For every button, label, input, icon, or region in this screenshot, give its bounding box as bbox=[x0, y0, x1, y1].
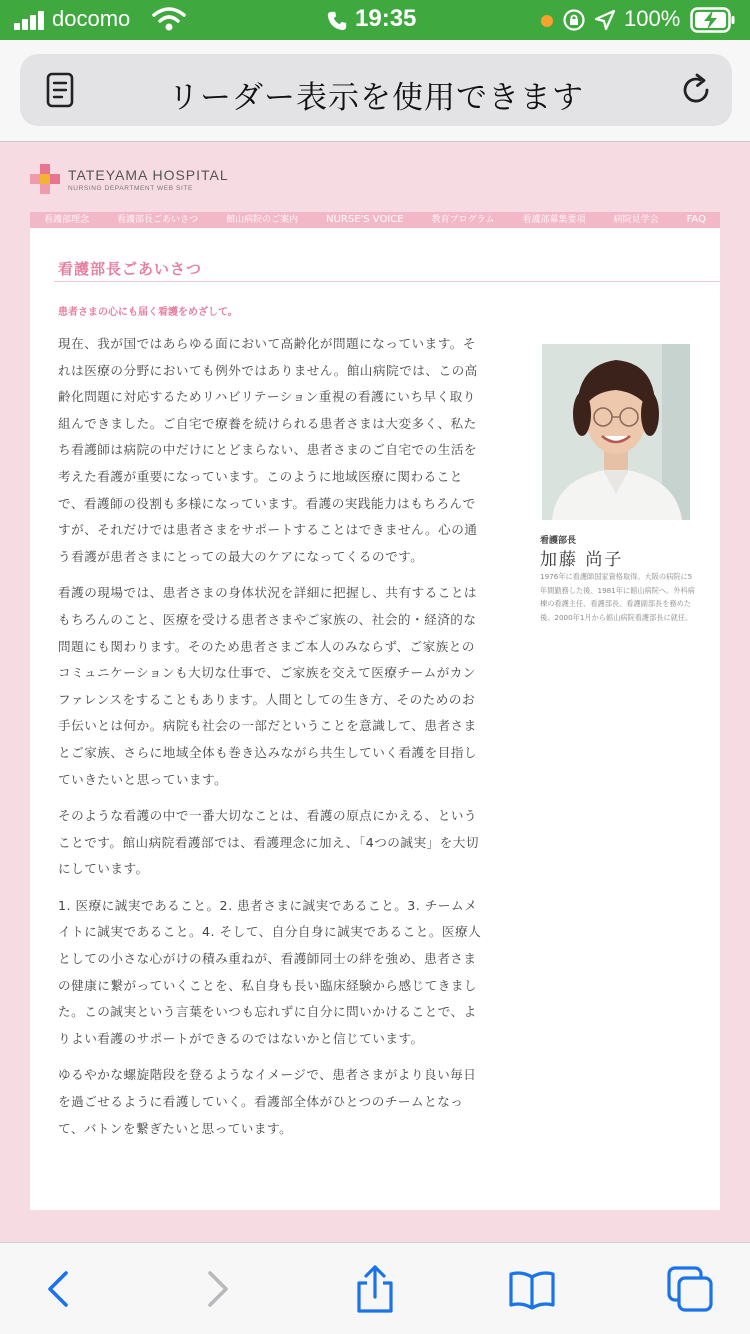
nav-item-hospital-guide[interactable]: 館山病院のご案内 bbox=[226, 215, 299, 225]
tabs-icon[interactable] bbox=[666, 1265, 714, 1313]
nav-item-tour[interactable]: 病院見学会 bbox=[613, 215, 659, 225]
back-icon[interactable] bbox=[34, 1265, 82, 1313]
paragraph: 1. 医療に誠実であること。2. 患者さまに誠実であること。3. チームメイトに誠実であること。4. そして、自分自身に誠実であること。医療人としての小さな心がけの積み重ねが、看護師同士の絆を強め、患者さまの健康に繋がっていくことを、私自身も長い臨床経験から感じてきました。この誠実という言葉をいつも忘れずに自分に問いかけることで、よりよい看護のサポートができるのではないかと信じています。 bbox=[58, 897, 482, 1046]
title-divider bbox=[54, 281, 720, 282]
browser-address-bar bbox=[0, 40, 750, 142]
nav-item-greeting[interactable]: 看護部長ごあいさつ bbox=[117, 215, 199, 225]
lead-text: 患者さまの心にも届く看護をめざして。 bbox=[58, 307, 238, 318]
reload-icon[interactable] bbox=[678, 72, 714, 108]
privacy-indicator-icon bbox=[541, 15, 553, 27]
url-field[interactable] bbox=[20, 54, 732, 126]
phone-icon bbox=[326, 10, 348, 32]
profile-name: 加藤 尚子 bbox=[540, 550, 624, 570]
nav-item-recruitment[interactable]: 看護部募集要項 bbox=[522, 215, 586, 225]
nav-item-faq[interactable]: FAQ bbox=[686, 214, 706, 225]
hospital-logo[interactable] bbox=[30, 164, 290, 204]
reader-available-text[interactable]: リーダー表示を使用できます bbox=[168, 80, 584, 116]
clock-time: 19:35 bbox=[355, 5, 417, 32]
paragraph: 看護の現場では、患者さまの身体状況を詳細に把握し、共有することはもちろんのこと、医療を受ける患者さまやご家族の、社会的・経済的な問題にも関わります。そのため患者さまご本人のみならず、ご家族とのコミュニケーションも大切な仕事で、ご家族を交えて医療チームがカンファレンスをすることもあります。人間としての生き方、そのためのお手伝いとは何か。病院も社会の一部だということを意識して、患者さまとご家族、さらに地域全体も巻き込みながら共生していく看護を目指していきたいと思っています。 bbox=[58, 585, 477, 787]
location-icon bbox=[594, 9, 616, 31]
content-panel bbox=[30, 228, 720, 1210]
site-navigation bbox=[30, 212, 720, 228]
paragraph: ゆるやかな螺旋階段を登るようなイメージで、患者さまがより良い毎日を過ごせるように看護していく。看護部全体がひとつのチームとなって、バトンを繋ぎたいと思っています。 bbox=[58, 1067, 477, 1136]
nav-item-nurses-voice[interactable]: NURSE'S VOICE bbox=[326, 214, 404, 225]
paragraph: 現在、我が国ではあらゆる面において高齢化が問題になっています。それは医療の分野においても例外ではありません。館山病院では、この高齢化問題に対応するためリハビリテーション重視の看護にいち早く取り組んできました。ご自宅で療養を続けられる患者さまは大変多く、私たち看護師は病院の中だけにとどまらない、患者さまのご自宅での生活を考えた看護が重要になっています。このように地域医療に関わることで、看護師の役割も多様になっています。看護の実践能力はもちろんですが、それだけでは患者さまをサポートすることはできません。心の通う看護が患者さまにとっての最大のケアになってくるのです。 bbox=[58, 336, 478, 564]
logo-subtitle: NURSING DEPARTMENT WEB SITE bbox=[68, 185, 193, 192]
page-title: 看護部長ごあいさつ bbox=[58, 260, 203, 278]
director-photo bbox=[542, 344, 690, 520]
cross-logo-icon bbox=[30, 164, 62, 196]
web-page bbox=[0, 142, 750, 1242]
rotation-lock-icon bbox=[562, 8, 586, 32]
paragraph: そのような看護の中で一番大切なことは、看護の原点にかえる、ということです。館山病院看護部では、看護理念に加え、「4つの誠実」を大切にしています。 bbox=[58, 808, 479, 877]
nav-item-education[interactable]: 教育プログラム bbox=[431, 215, 495, 225]
nav-item-philosophy[interactable]: 看護部理念 bbox=[44, 215, 90, 225]
profile-role: 看護部長 bbox=[540, 536, 577, 546]
carrier-name: docomo bbox=[52, 6, 131, 31]
wifi-icon bbox=[152, 6, 186, 32]
signal-icon bbox=[14, 10, 46, 30]
share-icon[interactable] bbox=[351, 1265, 399, 1313]
greeting-body bbox=[58, 331, 488, 1152]
status-bar bbox=[0, 0, 750, 40]
browser-toolbar bbox=[0, 1242, 750, 1334]
logo-name: TATEYAMA HOSPITAL bbox=[68, 167, 229, 183]
bookmarks-icon[interactable] bbox=[508, 1265, 556, 1313]
forward-icon[interactable] bbox=[194, 1265, 242, 1313]
battery-percent: 100% bbox=[624, 6, 681, 31]
battery-charging-icon bbox=[690, 7, 736, 33]
profile-bio: 1976年に看護師国家資格取得。大阪の病院に5年間勤務した後、1981年に館山病院へ。外科病棟の看護主任、看護部長、看護副部長を務めた後、2000年1月から館山病院看護部長に就任。 bbox=[540, 572, 695, 622]
